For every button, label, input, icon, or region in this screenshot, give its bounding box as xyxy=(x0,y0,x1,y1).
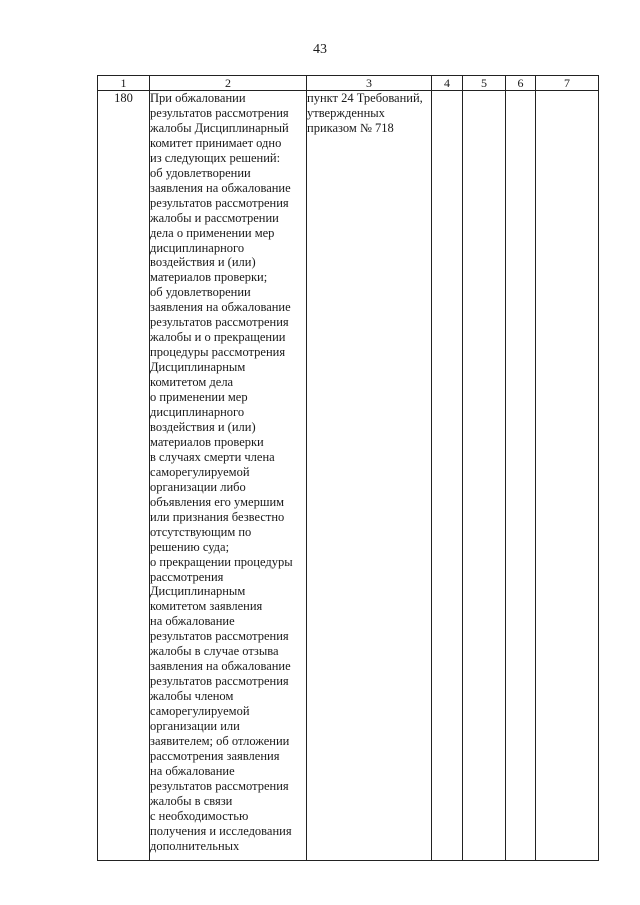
text-line: заявителем; об отложении xyxy=(150,733,290,748)
header-row xyxy=(98,76,599,91)
text-line: жалобы и рассмотрении xyxy=(150,210,279,225)
text-line: объявления его умершим xyxy=(150,494,285,509)
text-line: заявления на обжалование xyxy=(150,659,291,674)
text-line: дисциплинарного xyxy=(150,240,245,255)
text-line: об удовлетворении xyxy=(150,285,251,300)
text-line: с необходимостью xyxy=(150,808,249,823)
text-line: жалобы в связи xyxy=(150,793,233,808)
cell-col-6 xyxy=(506,91,536,861)
row-number-cell: 180 xyxy=(98,91,150,861)
text-line: жалобы и о прекращении xyxy=(150,330,286,345)
text-line: комитет принимает одно xyxy=(150,135,282,150)
text-line: в случаях смерти члена xyxy=(150,449,275,464)
text-line: заявления на обжалование xyxy=(150,180,291,195)
column-header-3: 3 xyxy=(307,76,432,91)
text-line: дополнительных xyxy=(150,838,240,853)
column-header-1: 1 xyxy=(98,76,150,91)
text-line: результатов рассмотрения xyxy=(150,315,289,330)
text-line: При обжаловании xyxy=(150,91,246,105)
text-line: отсутствующим по xyxy=(150,524,252,539)
text-line: рассмотрения xyxy=(150,569,224,584)
text-line: утвержденных xyxy=(307,106,385,120)
column-header-5: 5 xyxy=(463,76,506,91)
cell-col-5 xyxy=(463,91,506,861)
text-line: Дисциплинарным xyxy=(150,360,246,375)
text-line: комитетом дела xyxy=(150,375,234,390)
text-line: организации или xyxy=(150,719,240,734)
text-line: саморегулируемой xyxy=(150,464,250,479)
page-number: 43 xyxy=(313,42,327,57)
text-line: получения и исследования xyxy=(150,823,292,838)
text-line: комитетом заявления xyxy=(150,599,263,614)
text-line: решению суда; xyxy=(150,539,230,554)
text-line: результатов рассмотрения xyxy=(150,629,289,644)
text-line: жалобы членом xyxy=(150,689,234,704)
text-line: на обжалование xyxy=(150,614,235,629)
text-line: на обжалование xyxy=(150,763,235,778)
text-line: рассмотрения заявления xyxy=(150,748,280,763)
text-line: дела о применении мер xyxy=(150,225,275,240)
text-line: саморегулируемой xyxy=(150,704,250,719)
text-line: или признания безвестно xyxy=(150,509,285,524)
text-line: о прекращении процедуры xyxy=(150,554,293,569)
column-header-4: 4 xyxy=(432,76,463,91)
text-line: процедуры рассмотрения xyxy=(150,345,286,360)
text-line: об удовлетворении xyxy=(150,165,251,180)
text-line: из следующих решений: xyxy=(150,150,281,165)
text-line: результатов рассмотрения xyxy=(150,195,289,210)
cell-col-7 xyxy=(536,91,599,861)
column-header-6: 6 xyxy=(506,76,536,91)
text-line: результатов рассмотрения xyxy=(150,778,289,793)
text-line: приказом № 718 xyxy=(307,121,394,135)
document-table xyxy=(97,75,599,861)
decision-text-cell xyxy=(150,91,307,861)
column-header-7: 7 xyxy=(536,76,599,91)
column-header-2: 2 xyxy=(150,76,307,91)
text-line: Дисциплинарным xyxy=(150,584,246,599)
text-line: дисциплинарного xyxy=(150,405,245,420)
text-line: организации либо xyxy=(150,479,246,494)
text-line: жалобы в случае отзыва xyxy=(150,644,279,659)
text-line: воздействия и (или) xyxy=(150,255,256,270)
text-line: заявления на обжалование xyxy=(150,300,291,315)
table-row xyxy=(98,91,599,861)
text-line: о применении мер xyxy=(150,390,248,405)
cell-col-4 xyxy=(432,91,463,861)
text-line: материалов проверки xyxy=(150,434,264,449)
text-line: результатов рассмотрения xyxy=(150,674,289,689)
text-line: результатов рассмотрения xyxy=(150,105,289,120)
text-line: пункт 24 Требований, xyxy=(307,91,423,105)
text-line: жалобы Дисциплинарный xyxy=(150,120,289,135)
text-line: воздействия и (или) xyxy=(150,419,256,434)
text-line: материалов проверки; xyxy=(150,270,268,285)
reference-cell xyxy=(307,91,432,861)
